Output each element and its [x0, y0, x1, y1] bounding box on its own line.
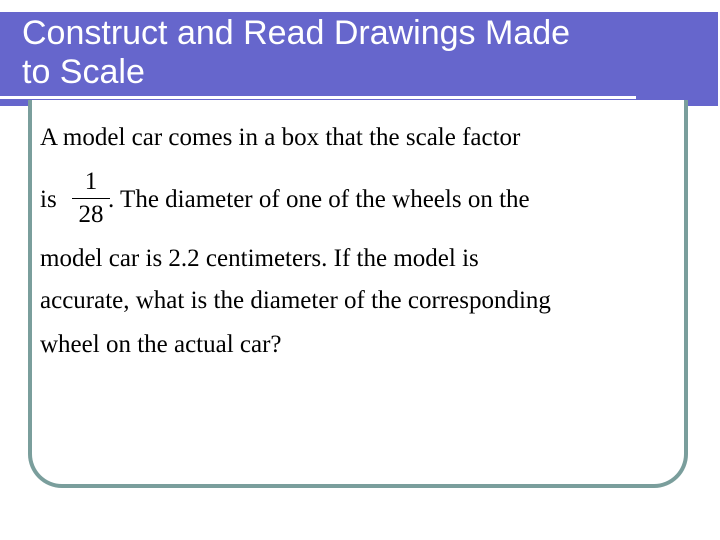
problem-line-2-prefix: is: [40, 186, 57, 213]
problem-line-4: accurate, what is the diameter of the corresponding: [40, 287, 551, 314]
slide-title: Construct and Read Drawings Made to Scale: [22, 14, 571, 91]
problem-line-2-suffix: . The diameter of one of the wheels on the: [108, 186, 530, 213]
problem-line-1: A model car comes in a box that the scale factor: [40, 124, 521, 151]
fraction-bar: [72, 198, 110, 199]
fraction-denominator: 28: [78, 201, 104, 228]
problem-line-5: wheel on the actual car?: [40, 331, 282, 358]
fraction-numerator: 1: [84, 168, 98, 195]
title-underline: [0, 96, 636, 99]
problem-line-3: model car is 2.2 centimeters. If the model is: [40, 245, 479, 272]
scale-factor-fraction: [72, 168, 110, 229]
